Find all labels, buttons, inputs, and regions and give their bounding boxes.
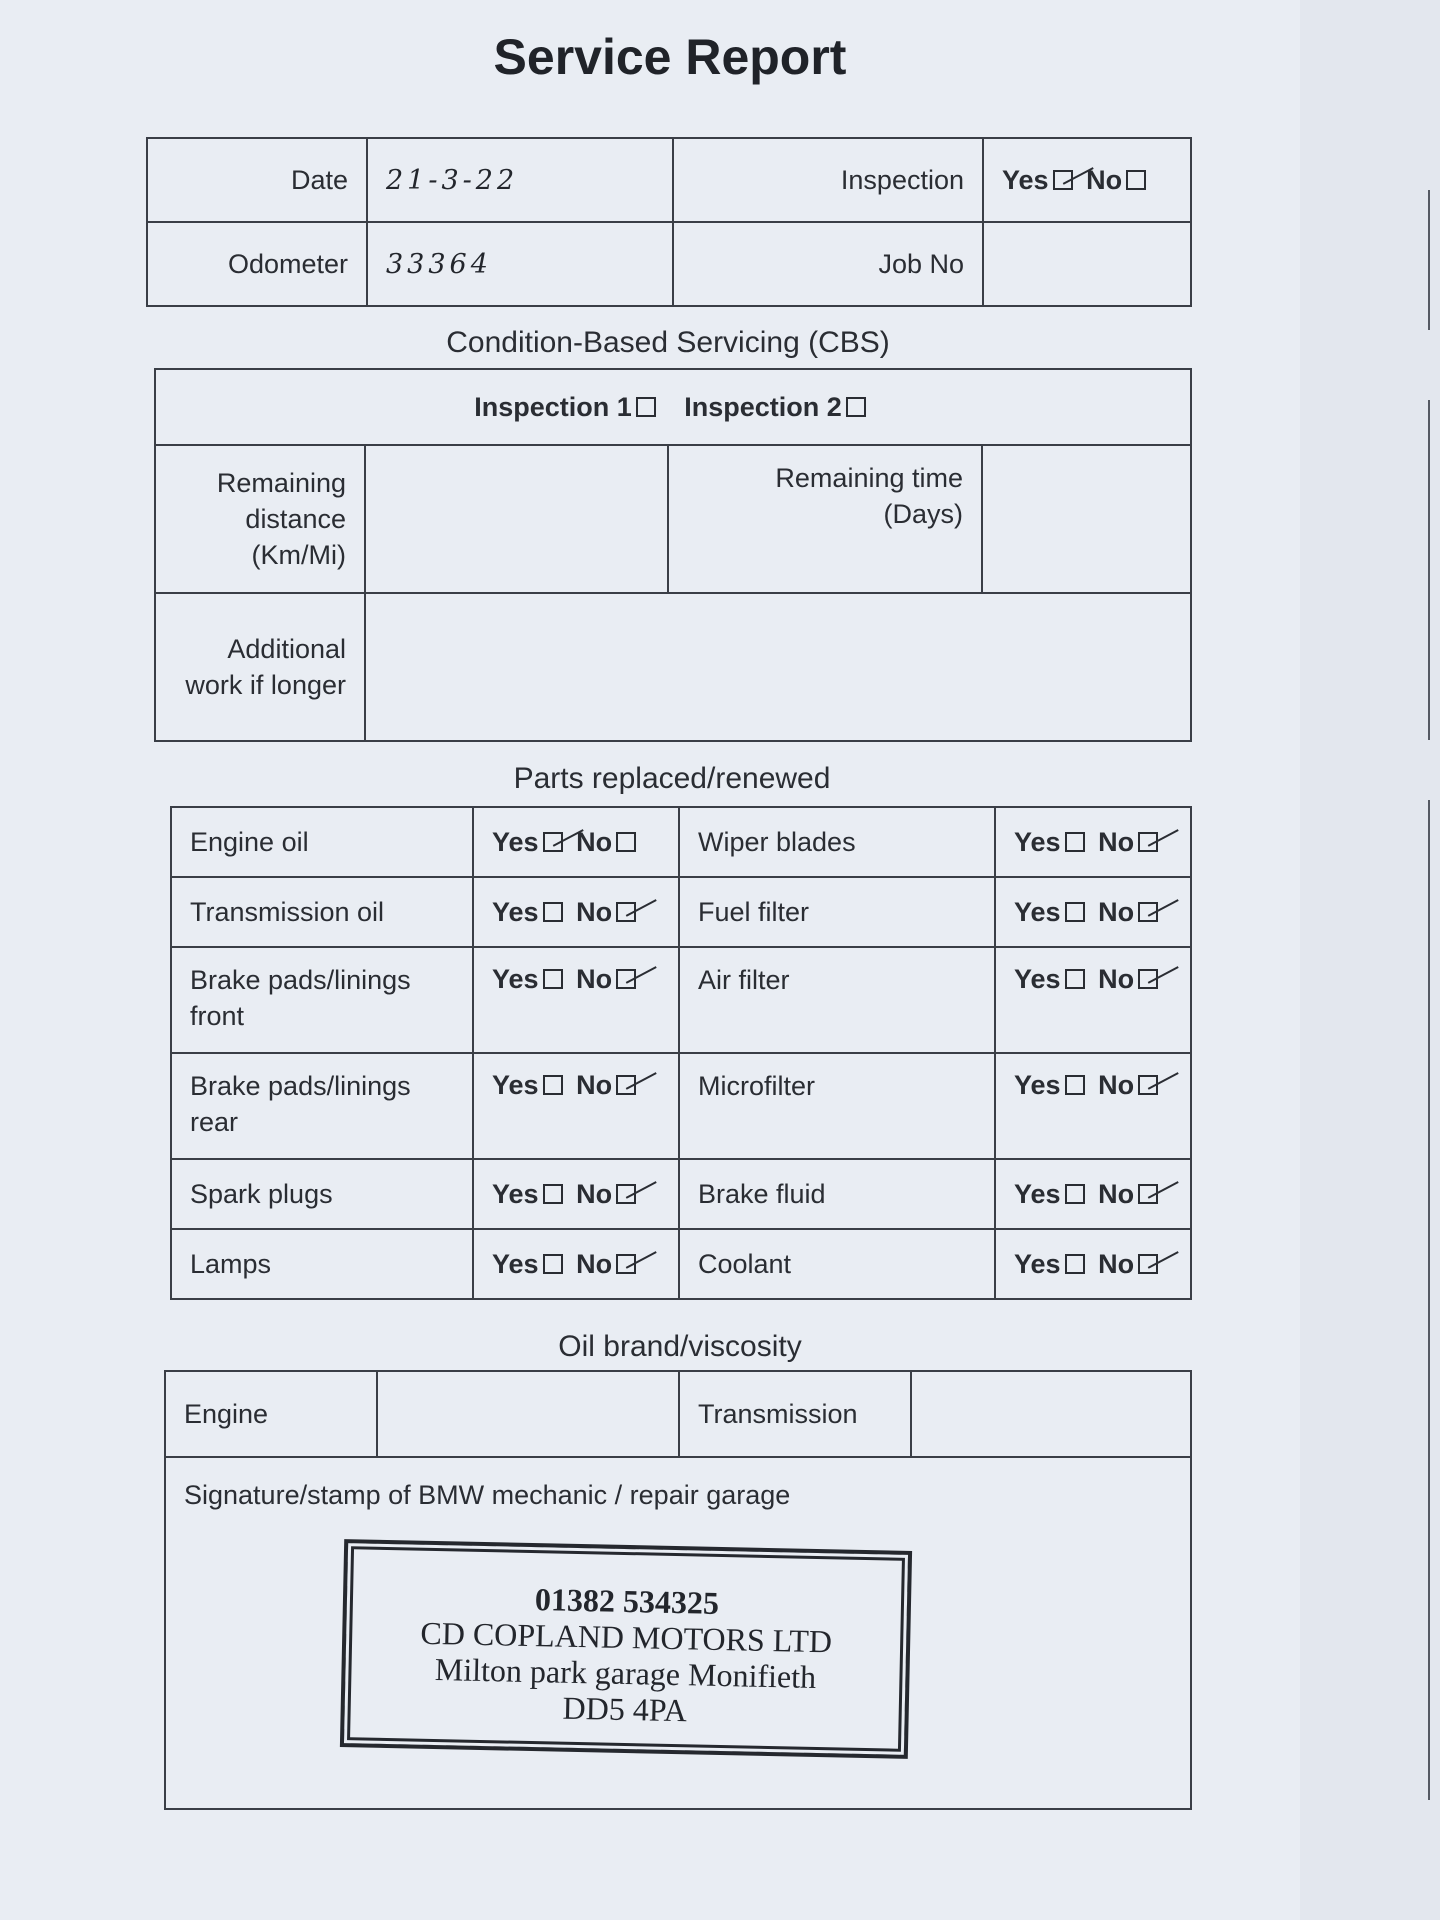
remaining-time-value[interactable] — [982, 445, 1191, 593]
no-checkbox[interactable] — [616, 1184, 636, 1204]
no-checkbox[interactable] — [1138, 1075, 1158, 1095]
yes-label: Yes — [1014, 1178, 1061, 1209]
transmission-oil-label: Transmission — [679, 1371, 911, 1457]
yes-label: Yes — [1014, 1248, 1061, 1279]
cbs-table — [154, 368, 1192, 742]
no-label: No — [1086, 164, 1123, 195]
yes-checkbox[interactable] — [1065, 902, 1085, 922]
part-label: Spark plugs — [171, 1159, 473, 1229]
remaining-distance-label: Remaining distance (Km/Mi) — [155, 445, 365, 593]
signature-label: Signature/stamp of BMW mechanic / repair garage — [184, 1480, 791, 1510]
yes-no-choice[interactable] — [995, 807, 1191, 877]
yes-no-choice[interactable] — [995, 947, 1191, 1053]
part-label: Air filter — [679, 947, 995, 1053]
yes-no-choice[interactable] — [473, 947, 679, 1053]
parts-table — [170, 806, 1192, 1300]
yes-no-choice[interactable] — [473, 1159, 679, 1229]
remaining-distance-value[interactable] — [365, 445, 668, 593]
engine-oil-label: Engine — [165, 1371, 377, 1457]
no-label: No — [1098, 1248, 1135, 1279]
parts-row — [171, 1229, 1191, 1299]
yes-checkbox[interactable] — [543, 1075, 563, 1095]
yes-no-choice[interactable] — [995, 1053, 1191, 1159]
yes-label: Yes — [1014, 826, 1061, 857]
header-table — [146, 137, 1192, 307]
odometer-label: Odometer — [147, 222, 367, 306]
no-label: No — [1098, 1178, 1135, 1209]
yes-label: Yes — [1014, 896, 1061, 927]
yes-label: Yes — [492, 826, 539, 857]
yes-checkbox[interactable] — [543, 1254, 563, 1274]
inspection1-checkbox[interactable] — [636, 397, 656, 417]
stamp-address: Milton park garage Monifieth — [434, 1651, 817, 1695]
inspection2-label: Inspection 2 — [684, 391, 842, 422]
part-label: Brake fluid — [679, 1159, 995, 1229]
yes-label: Yes — [1014, 964, 1061, 994]
no-checkbox[interactable] — [1138, 902, 1158, 922]
yes-checkbox[interactable] — [543, 832, 563, 852]
no-label: No — [576, 964, 613, 994]
engine-oil-value[interactable] — [377, 1371, 679, 1457]
part-label: Transmission oil — [171, 877, 473, 947]
no-checkbox[interactable] — [1126, 170, 1146, 190]
no-checkbox[interactable] — [616, 1075, 636, 1095]
part-label: Brake pads/linings front — [171, 947, 473, 1053]
no-label: No — [576, 896, 613, 927]
inspection2-checkbox[interactable] — [846, 397, 866, 417]
yes-label: Yes — [492, 1178, 539, 1209]
adjacent-page-edge — [1300, 0, 1440, 1920]
additional-work-value[interactable] — [365, 593, 1191, 741]
parts-title: Parts replaced/renewed — [513, 762, 831, 795]
yes-no-choice[interactable] — [995, 877, 1191, 947]
stamp-phone: 01382 534325 — [534, 1581, 720, 1621]
yes-label: Yes — [1014, 1070, 1061, 1100]
yes-no-choice[interactable] — [995, 1229, 1191, 1299]
no-label: No — [576, 1070, 613, 1100]
no-checkbox[interactable] — [616, 1254, 636, 1274]
garage-stamp — [340, 1539, 912, 1759]
no-label: No — [1098, 1070, 1135, 1100]
inspection-label: Inspection — [673, 138, 983, 222]
yes-checkbox[interactable] — [1065, 1254, 1085, 1274]
yes-checkbox[interactable] — [543, 902, 563, 922]
yes-no-choice[interactable] — [473, 1053, 679, 1159]
no-checkbox[interactable] — [616, 832, 636, 852]
no-checkbox[interactable] — [1138, 1184, 1158, 1204]
parts-row — [171, 877, 1191, 947]
remaining-time-label: Remaining time (Days) — [668, 445, 982, 593]
no-label: No — [576, 826, 613, 857]
no-label: No — [1098, 964, 1135, 994]
parts-row — [171, 1053, 1191, 1159]
transmission-oil-value[interactable] — [911, 1371, 1191, 1457]
date-label: Date — [147, 138, 367, 222]
yes-label: Yes — [492, 1248, 539, 1279]
parts-row — [171, 1159, 1191, 1229]
no-label: No — [1098, 896, 1135, 927]
inspection-yes-no[interactable] — [983, 138, 1191, 222]
part-label: Lamps — [171, 1229, 473, 1299]
parts-row — [171, 807, 1191, 877]
odometer-value[interactable]: 33364 — [367, 222, 673, 306]
additional-work-label: Additional work if longer — [155, 593, 365, 741]
yes-no-choice[interactable] — [473, 807, 679, 877]
cbs-title: Condition-Based Servicing (CBS) — [446, 326, 890, 359]
yes-checkbox[interactable] — [543, 1184, 563, 1204]
no-checkbox[interactable] — [616, 969, 636, 989]
job-no-value[interactable] — [983, 222, 1191, 306]
parts-row — [171, 947, 1191, 1053]
inspection1-label: Inspection 1 — [474, 391, 632, 422]
part-label: Fuel filter — [679, 877, 995, 947]
no-checkbox[interactable] — [1138, 969, 1158, 989]
yes-no-choice[interactable] — [473, 877, 679, 947]
yes-checkbox[interactable] — [1065, 1075, 1085, 1095]
yes-no-choice[interactable] — [995, 1159, 1191, 1229]
date-value[interactable]: 21-3-22 — [367, 138, 673, 222]
job-no-label: Job No — [673, 222, 983, 306]
no-label: No — [1098, 826, 1135, 857]
yes-label: Yes — [492, 1070, 539, 1100]
stamp-company: CD COPLAND MOTORS LTD — [420, 1614, 833, 1660]
no-label: No — [576, 1248, 613, 1279]
part-label: Microfilter — [679, 1053, 995, 1159]
stamp-postcode: DD5 4PA — [562, 1689, 688, 1729]
yes-checkbox[interactable] — [1065, 969, 1085, 989]
yes-no-choice[interactable] — [473, 1229, 679, 1299]
page-title: Service Report — [493, 29, 847, 85]
part-label: Brake pads/linings rear — [171, 1053, 473, 1159]
yes-checkbox[interactable] — [1053, 170, 1073, 190]
yes-checkbox[interactable] — [543, 969, 563, 989]
no-label: No — [576, 1178, 613, 1209]
yes-label: Yes — [492, 964, 539, 994]
no-checkbox[interactable] — [616, 902, 636, 922]
cbs-inspection-row — [155, 369, 1191, 445]
yes-label: Yes — [1002, 164, 1049, 195]
yes-checkbox[interactable] — [1065, 832, 1085, 852]
yes-label: Yes — [492, 896, 539, 927]
oil-title: Oil brand/viscosity — [558, 1330, 802, 1363]
part-label: Wiper blades — [679, 807, 995, 877]
part-label: Coolant — [679, 1229, 995, 1299]
yes-checkbox[interactable] — [1065, 1184, 1085, 1204]
no-checkbox[interactable] — [1138, 1254, 1158, 1274]
no-checkbox[interactable] — [1138, 832, 1158, 852]
part-label: Engine oil — [171, 807, 473, 877]
